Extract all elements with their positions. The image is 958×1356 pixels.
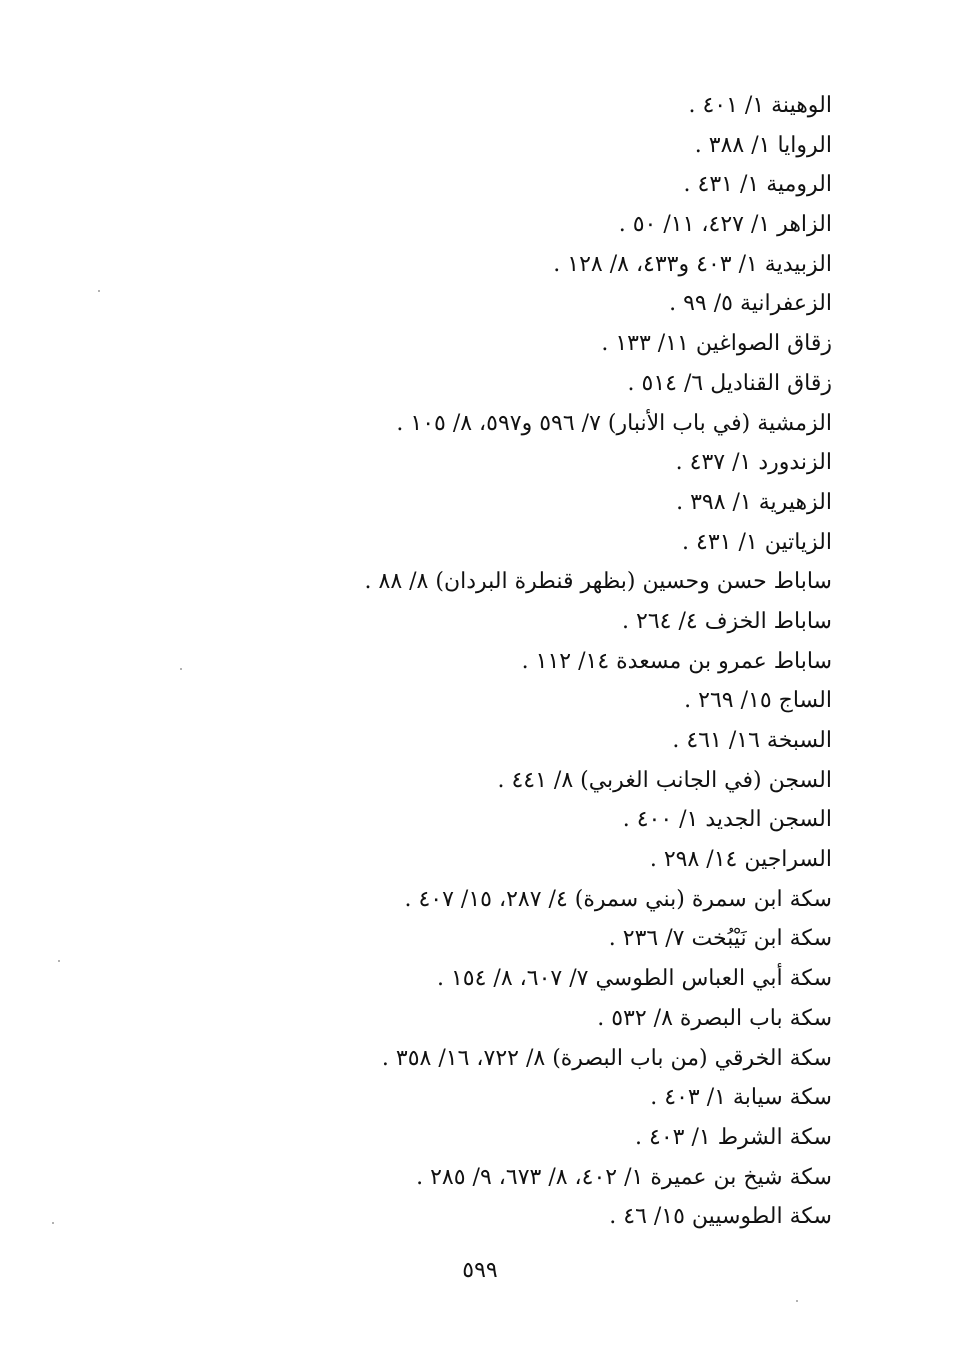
page-number: ٥٩٩: [462, 1258, 498, 1283]
index-entry: سكة سيابة ١/ ٤٠٣ .: [650, 1085, 832, 1111]
index-entry: السجن الجديد ١/ ٤٠٠ .: [622, 807, 832, 833]
index-entry: الزمشية (في باب الأنبار) ٧/ ٥٩٦ و٥٩٧، ٨/ ١٠٥ .: [396, 410, 832, 436]
index-entry: الزعفرانية ٥/ ٩٩ .: [669, 291, 832, 317]
index-entry: الروايا ١/ ٣٨٨ .: [694, 132, 832, 158]
index-entry: سكة ابن نَيْبُخت ٧/ ٢٣٦ .: [608, 926, 832, 952]
index-entries-list: [312, 86, 832, 1237]
index-entry: سكة الشرط ١/ ٤٠٣ .: [635, 1124, 832, 1150]
scan-speck: [98, 290, 100, 292]
scan-speck: [52, 1222, 54, 1224]
index-entry: سكة الخرقي (من باب البصرة) ٨/ ٧٢٢، ١٦/ ٣٥٨ .: [381, 1045, 832, 1071]
index-entry: سكة الطوسيين ١٥/ ٤٦ .: [609, 1204, 832, 1230]
index-entry: الزاهر ١/ ٤٢٧، ١١/ ٥٠ .: [618, 212, 832, 238]
index-entry: السراجين ١٤/ ٢٩٨ .: [649, 847, 832, 873]
index-entry: ساباط حسن وحسين (بظهر قنطرة البردان) ٨/ ٨٨ .: [364, 569, 832, 595]
index-entry: الساج ١٥/ ٢٦٩ .: [684, 688, 832, 714]
scan-speck: [796, 1300, 798, 1302]
index-entry: الزندورد ١/ ٤٣٧ .: [675, 450, 832, 476]
index-entry: سكة ابن سمرة (بني سمرة) ٤/ ٢٨٧، ١٥/ ٤٠٧ .: [404, 886, 832, 912]
index-entry: سكة شيخ بن عميرة ١/ ٤٠٢، ٨/ ٦٧٣، ٩/ ٢٨٥ .: [416, 1164, 832, 1190]
index-entry: الزهيرية ١/ ٣٩٨ .: [676, 489, 832, 515]
index-entry: سكة أبي العباس الطوسي ٧/ ٦٠٧، ٨/ ١٥٤ .: [436, 966, 832, 992]
index-entry: الزبيدية ١/ ٤٠٣ و٤٣٣، ٨/ ١٢٨ .: [553, 251, 832, 277]
index-entry: الرومية ١/ ٤٣١ .: [683, 172, 832, 198]
index-entry: الزياتين ١/ ٤٣١ .: [682, 529, 832, 555]
index-entry: ساباط الخزف ٤/ ٢٦٤ .: [622, 608, 832, 634]
index-entry: زقاق القناديل ٦/ ٥١٤ .: [627, 370, 832, 396]
index-entry: السبخة ١٦/ ٤٦١ .: [672, 728, 832, 753]
index-entry: الوهينة ١/ ٤٠١ .: [688, 93, 832, 118]
scan-speck: [180, 668, 182, 670]
index-entry: زقاق الصواغين ١١/ ١٣٣ .: [601, 331, 832, 357]
index-entry: ساباط عمرو بن مسعدة ١٤/ ١١٢ .: [521, 648, 832, 674]
scan-speck: [58, 960, 60, 962]
index-entry: السجن (في الجانب الغربي) ٨/ ٤٤١ .: [497, 767, 832, 793]
index-entry: سكة باب البصرة ٨/ ٥٣٢ .: [597, 1005, 832, 1031]
